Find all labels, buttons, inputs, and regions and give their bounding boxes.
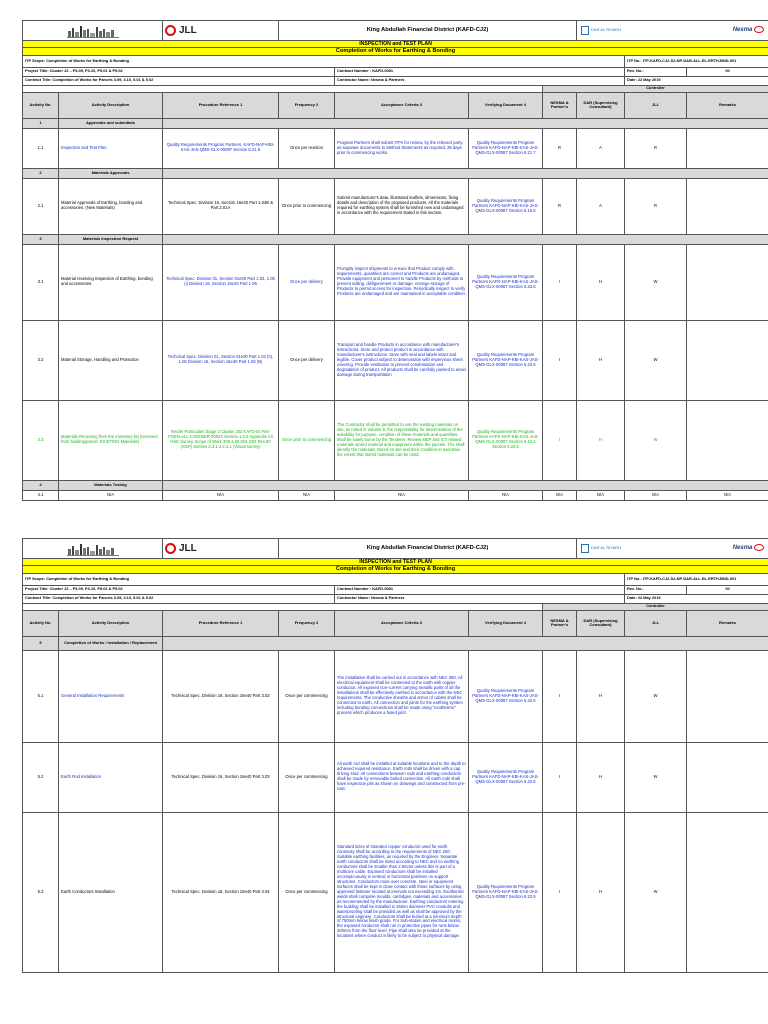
table-row: [23, 812, 768, 972]
verifying-document: Quality Requirements Program Partners KAFD-NAP-KBI-KAS-JAS-QMS-GLX-00087 Section 6.23.5: [469, 320, 543, 400]
nesma-code: R: [543, 178, 577, 234]
verifying-document: Quality Requirements Program Partners KAFD-NAP-KBI-KAS-JAS-QMS-GLX-00087 Section 6.22.5: [469, 650, 543, 742]
rev-label: Rev. No.:: [625, 67, 687, 76]
col-procedure-ref: Procedure Reference 1: [163, 610, 279, 636]
section-no: 5: [23, 636, 59, 650]
dar-code: N/A: [577, 490, 625, 500]
dar-box-icon: [581, 544, 589, 553]
activity-no: 2.1: [23, 178, 59, 234]
acceptance-criteria: Standard sizes of stranded copper conductor used for earth continuity shall be according to the requirements of NEC 250. Suitable earthing facilities, as required by the Engineer. Separate earth conductors shall be sized according to NEC and no earthing conductors shall be smaller than 2.5mm2 unless this is part of a multicore cable. Exposed conductors shall be installed inconspicuously in vertical or horizontal positions on support structures. Conductors route over concrete, steel or equipment surfaces shall be kept in close contact with those surfaces by using approved fastener located at intervals not exceeding 1m. Exothermic welds shall comprise moulds, cartridges, materials and accessories as recommended by the manufacturer. Earthing conductors entering the building shall be installed in 25mm diameter PVC conduits and waterproofing shall be provided as well as shall be approved by the structural engineer. Conductors shall be buried at a minimum depth of 750mm below finish grade. For Sub-station and electrical rooms, the exposed conductor shall run in protective pipes for runs below 300mm from the floor level. Pipe shall also be provided at the locations where conduct is likely to be subject to physical damage.: [335, 812, 469, 972]
kafd-skyline-icon: [66, 542, 120, 556]
section-title: Materials Approvals: [59, 168, 163, 178]
contract-title: Contract Title: Completion of Works for Parcels 3.09, 3.10, 5.01 & 5.02: [23, 76, 335, 85]
dar-code: H: [577, 650, 625, 742]
dar-code: H: [577, 244, 625, 320]
kafd-logo: [23, 539, 163, 559]
verifying-document: Quality Requirements Program Partners KAFD-NAP-KBI-KAS-JAS-QMS-GLX-00087 Section 6.15.2 Section 6.23.5: [469, 400, 543, 480]
col-jll: JLL: [625, 610, 687, 636]
project-title: Project Title: Cluster J2 – P3.09, P3.10, P5.01 & P5.02: [23, 67, 335, 76]
col-activity-no: Activity No.: [23, 92, 59, 118]
controller-header: Controller: [543, 603, 768, 610]
procedure-ref: Technical Spec. Division 16, Section 16e40 Part 3.04: [163, 812, 279, 972]
itp-page-2: [0, 538, 768, 1024]
rev-value: 00: [687, 585, 768, 594]
contract-title: Contract Title: Completion of Works for Parcels 3.09, 3.10, 5.01 & 5.02: [23, 594, 335, 603]
activity-no: 3.2: [23, 320, 59, 400]
dar-code: H: [577, 812, 625, 972]
contract-number: Contract Number : KAFD-0081: [335, 585, 625, 594]
col-dar: DAR (Supervising Consultant): [577, 610, 625, 636]
section-no: 4: [23, 480, 59, 490]
col-procedure-ref: Procedure Reference 1: [163, 92, 279, 118]
nesma-code: I: [543, 742, 577, 812]
col-nesma: NESMA & Partner's: [543, 92, 577, 118]
remarks: N/A: [687, 490, 768, 500]
procedure-ref: Quality Requirements Program Partners, KAFD-NAP-KBI-KAS-JAS-QMS-GLX-00087 Section 6.21.6: [163, 128, 279, 168]
dar-code: H: [577, 400, 625, 480]
project-name: King Abdullah Financial District (KAFD-CJ2): [279, 21, 577, 41]
itp-scope: ITP Scope: Completion of Works for Earthing & Bonding: [23, 55, 625, 67]
activity-desc: Material receiving Inspection of Earthing, bonding and accessories.: [59, 244, 163, 320]
activity-no: 4.1: [23, 490, 59, 500]
col-frequency: Frequency 2: [279, 610, 335, 636]
activity-no: 3.1: [23, 244, 59, 320]
col-jll: JLL: [625, 92, 687, 118]
remarks: [687, 650, 768, 742]
itp-no: ITP No.: ITP-KAFD-CJ2-S2-NP-DAR-ALL-EL-ERTH-BND-001: [625, 55, 768, 67]
rev-value: 00: [687, 67, 768, 76]
procedure-ref: Technical Spec. Division 01, Section 01e00 Part 1.03, 1.05 (i) Division 16, Section 16e40 Part 1.06: [163, 244, 279, 320]
remarks: [687, 244, 768, 320]
table-row: [23, 650, 768, 742]
activity-desc: Material Approvals of Earthing, bonding and accessories. (New Materials): [59, 178, 163, 234]
col-dar: DAR (Supervising Consultant): [577, 92, 625, 118]
dar-logo: DAR AL RIYADH: [581, 544, 621, 553]
activity-no: 3.3: [23, 400, 59, 480]
table-row: [23, 742, 768, 812]
kafd-skyline-icon: [66, 24, 120, 38]
col-nesma: NESMA & Partner's: [543, 610, 577, 636]
activity-desc: Material Storage, Handling and Protection: [59, 320, 163, 400]
nesma-ring-icon: [754, 26, 764, 33]
kafd-logo: [23, 21, 163, 41]
procedure-ref: Technical Spec. Division 16, Section 16e40 Part 3.02: [163, 650, 279, 742]
acceptance-criteria: Transport and handle Products in accordance with manufacturer's instructions. Store and protect product in accordance with manufacturer's instructions. Store with seal and labels intact and legible. Cover product subject to deterioration with impervious sheet covering. Provide ventilation to prevent condensation and degradation of product. All products shall be carefully packed to avoid damage during transportation: [335, 320, 469, 400]
activity-no: 1.1: [23, 128, 59, 168]
section-no: 3: [23, 234, 59, 244]
dar-box-icon: [581, 26, 589, 35]
table-row: [23, 490, 768, 500]
col-verifying: Verifying Document 4: [469, 92, 543, 118]
contractor-name: Contractor Name: Nesma & Partners: [335, 594, 625, 603]
jll-code: W: [625, 650, 687, 742]
procedure-ref: Technical Spec. Division 01, Section 01e00 Part 1.03 (h), 1.05 Division 16, Section 16e40 Part 1.06 (B): [163, 320, 279, 400]
itp-page-1: [0, 20, 768, 525]
acceptance-criteria: Submit manufacturer's data, illustrated leaflets, dimensions, fixing details and description of the proposed products. All the materials required for earthing system shall be furnished new and undamaged in accordance with the requirement stated in this section.: [335, 178, 469, 234]
itp-scope: ITP Scope: Completion of Works for Earthing & Bonding: [23, 573, 625, 585]
dar-code: A: [577, 128, 625, 168]
section-title: Completion of Works / Installation / Replacement: [59, 636, 163, 650]
verifying-document: Quality Requirements Program Partners KAFD-NAP-KBI-KAS-JAS-QMS-GLX-00087 Section 6.21.7: [469, 128, 543, 168]
acceptance-criteria: The installation shall be carried out in accordance with NEC 250. All electrical equipment shall be connected to the earth with copper conductor. All exposed non-current carrying metallic parts of all the installations shall be effectively earthed in accordance with the NEC requirements. The conductive sheaths and armor of cables shall be connected to earth. All connection and joints for the earthing system including bonding connections shall be made using "exothermic" process which produces a fused joint.: [335, 650, 469, 742]
doc-title: Completion of Works for Earthing & Bonding: [23, 566, 768, 574]
contractor-name: Contractor Name: Nesma & Partners: [335, 76, 625, 85]
nesma-ring-icon: [754, 544, 764, 551]
nesma-code: N/A: [543, 490, 577, 500]
frequency: N/A: [279, 490, 335, 500]
project-name: King Abdullah Financial District (KAFD-CJ2): [279, 539, 577, 559]
remarks: [687, 742, 768, 812]
activity-desc: N/A: [59, 490, 163, 500]
acceptance-criteria: The Contractor shall be permitted to use the existing materials on site, as noted in Volume 5; the responsibility for determination of the suitability for purpose, condition of these materials and quantities, shall be solely borne by the Tenderer. Review MEP and ICT related materials stored material and equipment within the parcels. The shall identify the materials stored on site and their condition to ascertain the extent that stored materials can be used.: [335, 400, 469, 480]
nesma-logo: Nesma: [733, 26, 764, 34]
section-title: Approvals and submittals: [59, 118, 163, 128]
plan-title: INSPECTION and TEST PLAN: [23, 559, 768, 566]
remarks: [687, 400, 768, 480]
procedure-ref: Technical Spec. Division 16, Section 16e40 Part 1.04B & Part 2.01A: [163, 178, 279, 234]
activity-no: 5.3: [23, 812, 59, 972]
table-row: [23, 178, 768, 234]
jll-logo: JLL: [163, 21, 279, 41]
jll-code: W: [625, 320, 687, 400]
col-acceptance: Acceptance Criteria 3: [335, 92, 469, 118]
activity-desc: Inspection and Test Plan: [59, 128, 163, 168]
verifying-document: Quality Requirements Program Partners KAFD-NAP-KBI-KAS-JAS-QMS-GLX-00087 Section 6.15.6: [469, 178, 543, 234]
nesma-code: I: [543, 320, 577, 400]
frequency: Once prior to commencing: [279, 178, 335, 234]
procedure-ref: Tender Particulars Stage 2 Cluster J02 KAFD-01-RKI-FGEN-ALL-COM-BER-00024 Section 1.2.5 Appendix A3 HSE Survey Scope of Work 309.3.50.S01.S02 Rev.00 (SGP) Section 2.3.1.3.2.3.1 (Visual survey): [163, 400, 279, 480]
table-row: [23, 400, 768, 480]
col-remarks: Remarks: [687, 92, 768, 118]
jll-code: R: [625, 178, 687, 234]
procedure-ref: N/A: [163, 490, 279, 500]
project-title: Project Title: Cluster J2 – P3.09, P3.10, P5.01 & P5.02: [23, 585, 335, 594]
remarks: [687, 128, 768, 168]
itp-no: ITP No.: ITP-KAFD-CJ2-S2-NP-DAR-ALL-EL-ERTH-BND-001: [625, 573, 768, 585]
frequency: Once per revision: [279, 128, 335, 168]
verifying-document: N/A: [469, 490, 543, 500]
nesma-code: R: [543, 128, 577, 168]
frequency: Once per commencing: [279, 650, 335, 742]
dar-code: H: [577, 742, 625, 812]
activity-desc: Earth Conductors Installation: [59, 812, 163, 972]
acceptance-criteria: All earth rod shall be installed at suitable locations and to the depth to achieved required resistance. Earth rods shall be driven with a cap driving stud. All connections between rods and earthing conductors shall be made by removable bolted connection. All earth rods shall have inspection pits as shown on drawings and constructed from pre-cast.: [335, 742, 469, 812]
frequency: Once per delivery: [279, 320, 335, 400]
rev-label: Rev. No.:: [625, 585, 687, 594]
activity-desc: Earth Rod Installation: [59, 742, 163, 812]
verifying-document: Quality Requirements Program Partners KAFD-NAP-KBI-KAS-JAS-QMS-GLX-00087 Section 6.23.5: [469, 244, 543, 320]
col-acceptance: Acceptance Criteria 3: [335, 610, 469, 636]
jll-code: R: [625, 128, 687, 168]
section-no: 2: [23, 168, 59, 178]
acceptance-criteria: Promptly inspect shipments to ensure that Product comply with requirements, quantities are correct and Products are undamaged. Provide equipment and personnel to handle Products by methods to prevent soiling, disfigurement or damage. Arrange storage of Products to permit access for inspection. Periodically inspect to verify Products are undamaged and are maintained in acceptable condition.: [335, 244, 469, 320]
nesma-code: I: [543, 812, 577, 972]
activity-desc: Materials Receiving from the Inventory list (removed from building/parcel. EXISTING Materials): [59, 400, 163, 480]
col-remarks: Remarks: [687, 610, 768, 636]
col-verifying: Verifying Document 4: [469, 610, 543, 636]
col-activity-no: Activity No.: [23, 610, 59, 636]
dar-code: H: [577, 320, 625, 400]
jll-code: W: [625, 244, 687, 320]
acceptance-criteria: Program Partners shall submit ITPs for review, by the relevant party, as separate documents to Method Statements as required, 28 days prior to commencing works.: [335, 128, 469, 168]
table-row: [23, 320, 768, 400]
partner-logos: [577, 539, 768, 559]
jll-code: W: [625, 812, 687, 972]
frequency: Once per commencing: [279, 812, 335, 972]
table-row: [23, 128, 768, 168]
dar-code: A: [577, 178, 625, 234]
remarks: [687, 812, 768, 972]
frequency: Once per delivery: [279, 244, 335, 320]
activity-no: 5.1: [23, 650, 59, 742]
section-no: 1: [23, 118, 59, 128]
col-frequency: Frequency 2: [279, 92, 335, 118]
jll-logo: JLL: [163, 539, 279, 559]
col-activity-desc: Activity Description: [59, 610, 163, 636]
jll-code: W: [625, 400, 687, 480]
verifying-document: Quality Requirements Program Partners KAFD-NAP-KBI-KAS-JAS-QMS-GLX-00087 Section 6.22.5: [469, 742, 543, 812]
frequency: Once prior to commencing: [279, 400, 335, 480]
partner-logos: [577, 21, 768, 41]
nesma-code: I: [543, 650, 577, 742]
jll-code: N/A: [625, 490, 687, 500]
activity-desc: General Installation Requirements: [59, 650, 163, 742]
remarks: [687, 320, 768, 400]
section-title: Materials Inspection Request: [59, 234, 163, 244]
nesma-code: I: [543, 244, 577, 320]
itp-table-page-1: [22, 20, 768, 501]
nesma-code: I: [543, 400, 577, 480]
plan-title: INSPECTION and TEST PLAN: [23, 41, 768, 48]
section-title: Materials Testing: [59, 480, 163, 490]
procedure-ref: Technical Spec. Division 16, Section 16e40 Part 3.03: [163, 742, 279, 812]
acceptance-criteria: N/A: [335, 490, 469, 500]
contract-number: Contract Number : KAFD-0081: [335, 67, 625, 76]
remarks: [687, 178, 768, 234]
date: Date: 22 May 2019: [625, 594, 768, 603]
verifying-document: Quality Requirements Program Partners KAFD-NAP-KBI-KAS-JAS-QMS-GLX-00087 Section 6.22.5: [469, 812, 543, 972]
table-row: [23, 244, 768, 320]
controller-header: Controller: [543, 85, 768, 92]
dar-logo: DAR AL RIYADH: [581, 26, 621, 35]
date: Date: 22 May 2019: [625, 76, 768, 85]
itp-table-page-2: [22, 538, 768, 973]
nesma-logo: Nesma: [733, 544, 764, 552]
jll-code: W: [625, 742, 687, 812]
jll-ring-icon: [165, 543, 176, 554]
col-activity-desc: Activity Description: [59, 92, 163, 118]
jll-ring-icon: [165, 25, 176, 36]
doc-title: Completion of Works for Earthing & Bonding: [23, 48, 768, 56]
frequency: Once per commencing: [279, 742, 335, 812]
activity-no: 5.2: [23, 742, 59, 812]
